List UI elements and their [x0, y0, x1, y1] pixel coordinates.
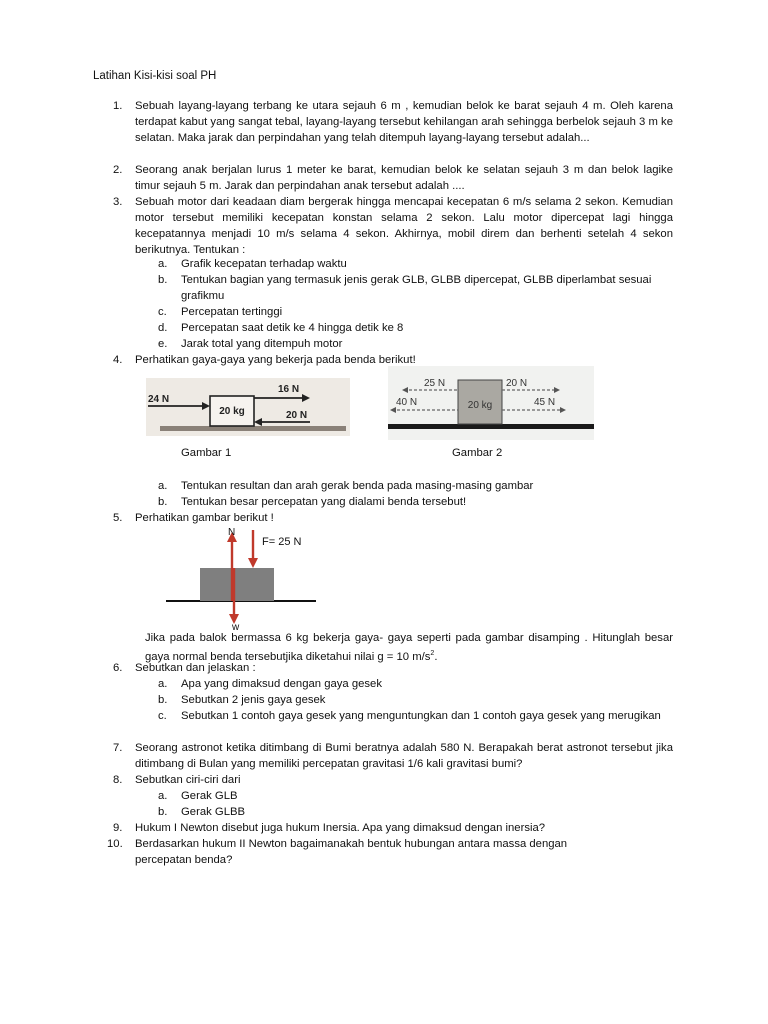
subquestion-text: Percepatan tertinggi [181, 306, 283, 318]
question-9 [113, 820, 673, 836]
question-text: Sebutkan dan jelaskan : [135, 662, 256, 674]
force-top-right-label: 20 N [506, 378, 528, 389]
force-right-label: 20 N [286, 410, 308, 421]
subquestion [158, 676, 668, 692]
question-number: 1. [113, 100, 123, 112]
question-text: Sebuah motor dari keadaan diam bergerak hingga mencapai kecepatan 6 m/s selama 2 sekon. Kemudian motor tersebut memiliki kecepatan konstan selama 2 sekon. Lalu motor dipercepat lagi hingga kecepatannya menjadi 10 m/s selama 4 sekon. Akhirnya, mobil direm dan berhenti setelah 4 sekon berikutnya. Tentukan : [135, 196, 673, 256]
force-top-left-label: 25 N [424, 378, 446, 389]
force-top-label: 16 N [278, 384, 300, 395]
subquestion [158, 788, 668, 804]
subquestion-text: Sebutkan 1 contoh gaya gesek yang menguntungkan dan 1 contoh gaya gesek yang merugikan [181, 710, 661, 722]
subquestion [158, 304, 668, 320]
question-8 [113, 772, 673, 788]
question-text: Perhatikan gaya-gaya yang bekerja pada benda berikut! [135, 354, 416, 366]
subquestion-text: Percepatan saat detik ke 4 hingga detik ke 8 [181, 322, 404, 334]
subquestion-letter: a. [158, 790, 168, 802]
subquestion-letter: e. [158, 338, 168, 350]
subquestion [158, 336, 668, 352]
question-text: Seorang astronot ketika ditimbang di Bumi beratnya adalah 580 N. Berapakah berat astronot tersebut jika ditimbang di Bulan yang memiliki percepatan gravitasi 1/6 kali gravitasi bumi? [135, 742, 673, 770]
question-number: 4. [113, 354, 123, 366]
subquestion [158, 692, 668, 708]
question-number: 7. [113, 742, 123, 754]
question-1 [113, 98, 673, 146]
question-text: Perhatikan gambar berikut ! [135, 512, 274, 524]
subquestion-letter: c. [158, 306, 167, 318]
question-2 [113, 162, 673, 194]
block-mass-label: 20 kg [467, 400, 493, 411]
subquestion [158, 256, 668, 272]
subquestion-letter: d. [158, 322, 168, 334]
weight-label: w [232, 622, 240, 632]
subquestion-letter: c. [158, 710, 167, 722]
subquestion-text: Sebutkan 2 jenis gaya gesek [181, 694, 326, 706]
subquestion-letter: a. [158, 678, 168, 690]
subquestion-text: Apa yang dimaksud dengan gaya gesek [181, 678, 382, 690]
question-text: Hukum I Newton disebut juga hukum Inersia. Apa yang dimaksud dengan inersia? [135, 822, 546, 834]
force-left-label: 24 N [148, 394, 170, 405]
question-number: 6. [113, 662, 123, 674]
block-mass-label: 20 kg [219, 406, 245, 417]
arrowhead [248, 558, 258, 568]
question-text: Sebuah layang-layang terbang ke utara sejauh 6 m , kemudian belok ke barat sejauh 4 m. Oleh karena terdapat kabut yang sangat tebal, layang-layang tersebut kehilangan arah sehingga berbelok sejauh 3 m ke selatan. Maka jarak dan perpindahan yang telah ditempuh layang-layang tersebut adalah... [135, 100, 673, 144]
question-number: 3. [113, 196, 123, 208]
figure-2-force-diagram [388, 366, 594, 440]
question-3 [113, 194, 673, 258]
applied-force-label: F= 25 N [262, 536, 302, 548]
subquestion-letter: a. [158, 258, 168, 270]
subquestion-text: Gerak GLB [181, 790, 238, 802]
subquestion-text: Tentukan bagian yang termasuk jenis gerak GLB, GLBB dipercepat, GLBB diperlambat sesuai grafikmu [181, 274, 652, 302]
question-number: 9. [113, 822, 123, 834]
question-text-end: . [434, 650, 438, 663]
question-text: Seorang anak berjalan lurus 1 meter ke barat, kemudian belok ke selatan sejauh 3 m dan belok lagike timur sejauh 5 m. Jarak dan perpindahan anak tersebut adalah .... [135, 164, 673, 192]
subquestion-letter: b. [158, 806, 168, 818]
question-number: 5. [113, 512, 123, 524]
figure-1-caption: Gambar 1 [181, 447, 232, 459]
force-left-label: 40 N [396, 397, 418, 408]
question-text: Berdasarkan hukum II Newton bagaimanakah bentuk hubungan antara massa dengan percepatan benda? [135, 838, 568, 866]
block [200, 568, 274, 601]
subquestion [158, 494, 668, 510]
subquestion-letter: b. [158, 274, 168, 286]
subquestion [158, 272, 652, 304]
subquestion [158, 320, 668, 336]
subquestion-text: Grafik kecepatan terhadap waktu [181, 258, 347, 270]
subquestion-text: Tentukan resultan dan arah gerak benda pada masing-masing gambar [181, 480, 534, 492]
question-10 [107, 836, 673, 868]
ground-surface [388, 424, 594, 429]
question-number: 2. [113, 164, 123, 176]
subquestion-letter: b. [158, 694, 168, 706]
subquestion-letter: b. [158, 496, 168, 508]
figure-1-force-diagram [146, 378, 350, 436]
normal-force-label: N [228, 527, 236, 538]
subquestion [158, 708, 668, 724]
force-right-label: 45 N [534, 397, 556, 408]
subquestion [158, 804, 668, 820]
figure-3-normal-force-diagram [166, 524, 318, 632]
figure-2-caption: Gambar 2 [452, 447, 503, 459]
subquestion-text: Jarak total yang ditempuh motor [181, 338, 343, 350]
question-number: 10. [107, 838, 123, 850]
question-text-part: Jika pada balok bermassa 6 kg bekerja gaya- gaya seperti pada gambar disamping . Hitunglah besar gaya normal benda tersebutjika diketahui nilai g = 10 m/s [145, 632, 673, 663]
superscript: 2 [430, 650, 435, 657]
page-title: Latihan Kisi-kisi soal PH [93, 70, 217, 82]
subquestion [158, 478, 668, 494]
subquestion-letter: a. [158, 480, 168, 492]
question-7 [113, 740, 673, 772]
question-6 [113, 660, 673, 676]
question-number: 8. [113, 774, 123, 786]
question-text: Sebutkan ciri-ciri dari [135, 774, 241, 786]
subquestion-text: Tentukan besar percepatan yang dialami benda tersebut! [181, 496, 467, 508]
subquestion-text: Gerak GLBB [181, 806, 246, 818]
